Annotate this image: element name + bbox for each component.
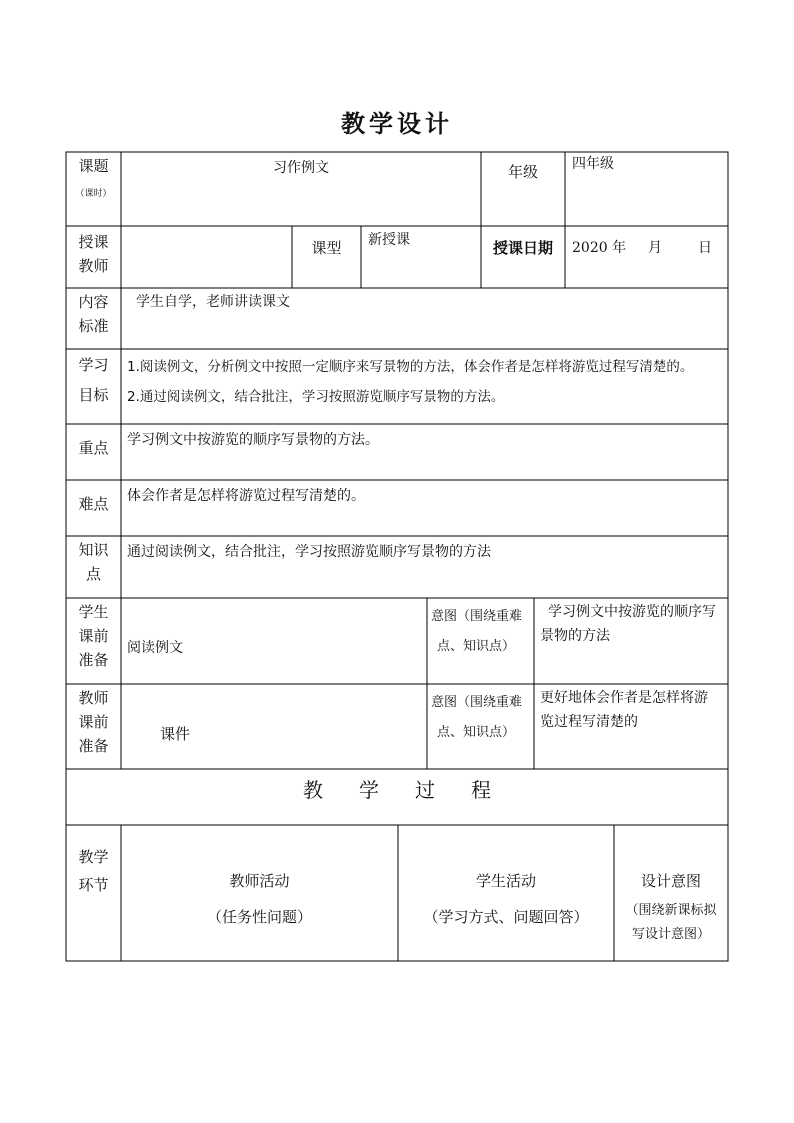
student-prep-label: 学生 课前 准备 (78, 603, 109, 669)
lesson-label: 课题 （课时） (75, 157, 112, 199)
date-month: 月 (648, 240, 662, 256)
grade-value: 四年级 (572, 156, 614, 172)
process-banner: 教学过程 (303, 778, 527, 802)
difficulty-text: 体会作者是怎样将游览过程写清楚的。 (127, 488, 365, 504)
student-prep-intent-text: 学习例文中按游览的顺序写 景物的方法 (540, 604, 716, 644)
date-day: 日 (698, 240, 712, 256)
student-activity-header: 学生活动 （学习方式、问题回答） (423, 872, 589, 926)
lesson-type-value: 新授课 (368, 232, 410, 248)
key-point-text: 学习例文中按游览的顺序写景物的方法。 (127, 432, 379, 448)
teacher-label: 授课 教师 (78, 233, 109, 275)
teacher-prep-intent-label: 意图（围绕重难 点、知识点） (431, 695, 523, 740)
goals-list (127, 352, 727, 412)
lesson-type-label: 课型 (311, 239, 342, 257)
teacher-prep-label: 教师 课前 准备 (78, 689, 109, 755)
key-point-label: 重点 (78, 439, 109, 457)
lesson-title: 习作例文 (273, 160, 329, 176)
difficulty-label: 难点 (78, 495, 109, 513)
teacher-prep-intent-text: 更好地体会作者是怎样将游 览过程写清楚的 (540, 690, 708, 730)
content-label: 内容 标准 (78, 293, 109, 335)
goal-item: 1.阅读例文，分析例文中按照一定顺序来写景物的方法，体会作者是怎样将游览过程写清楚的。 (127, 359, 694, 375)
student-prep-intent-label: 意图（围绕重难 点、知识点） (431, 609, 523, 654)
stage-label: 教学 环节 (78, 848, 109, 894)
content-text: 学生自学，老师讲读课文 (136, 294, 290, 310)
teacher-prep-text: 课件 (160, 725, 191, 743)
design-intent-header: 设计意图 （围绕新课标拟 写设计意图） (625, 872, 717, 942)
goals-label: 学习 目标 (78, 356, 109, 404)
teacher-activity-header: 教师活动 （任务性问题） (206, 872, 312, 926)
grade-label: 年级 (507, 163, 538, 181)
date-label: 授课日期 (492, 239, 553, 257)
goal-item: 2.通过阅读例文，结合批注，学习按照游览顺序写景物的方法。 (127, 389, 505, 405)
document-title: 教学设计 (341, 109, 453, 138)
knowledge-label: 知识 点 (78, 541, 109, 583)
knowledge-text: 通过阅读例文，结合批注，学习按照游览顺序写景物的方法 (127, 544, 491, 560)
student-prep-text: 阅读例文 (127, 640, 183, 656)
date-year: 2020 年 (572, 240, 627, 256)
